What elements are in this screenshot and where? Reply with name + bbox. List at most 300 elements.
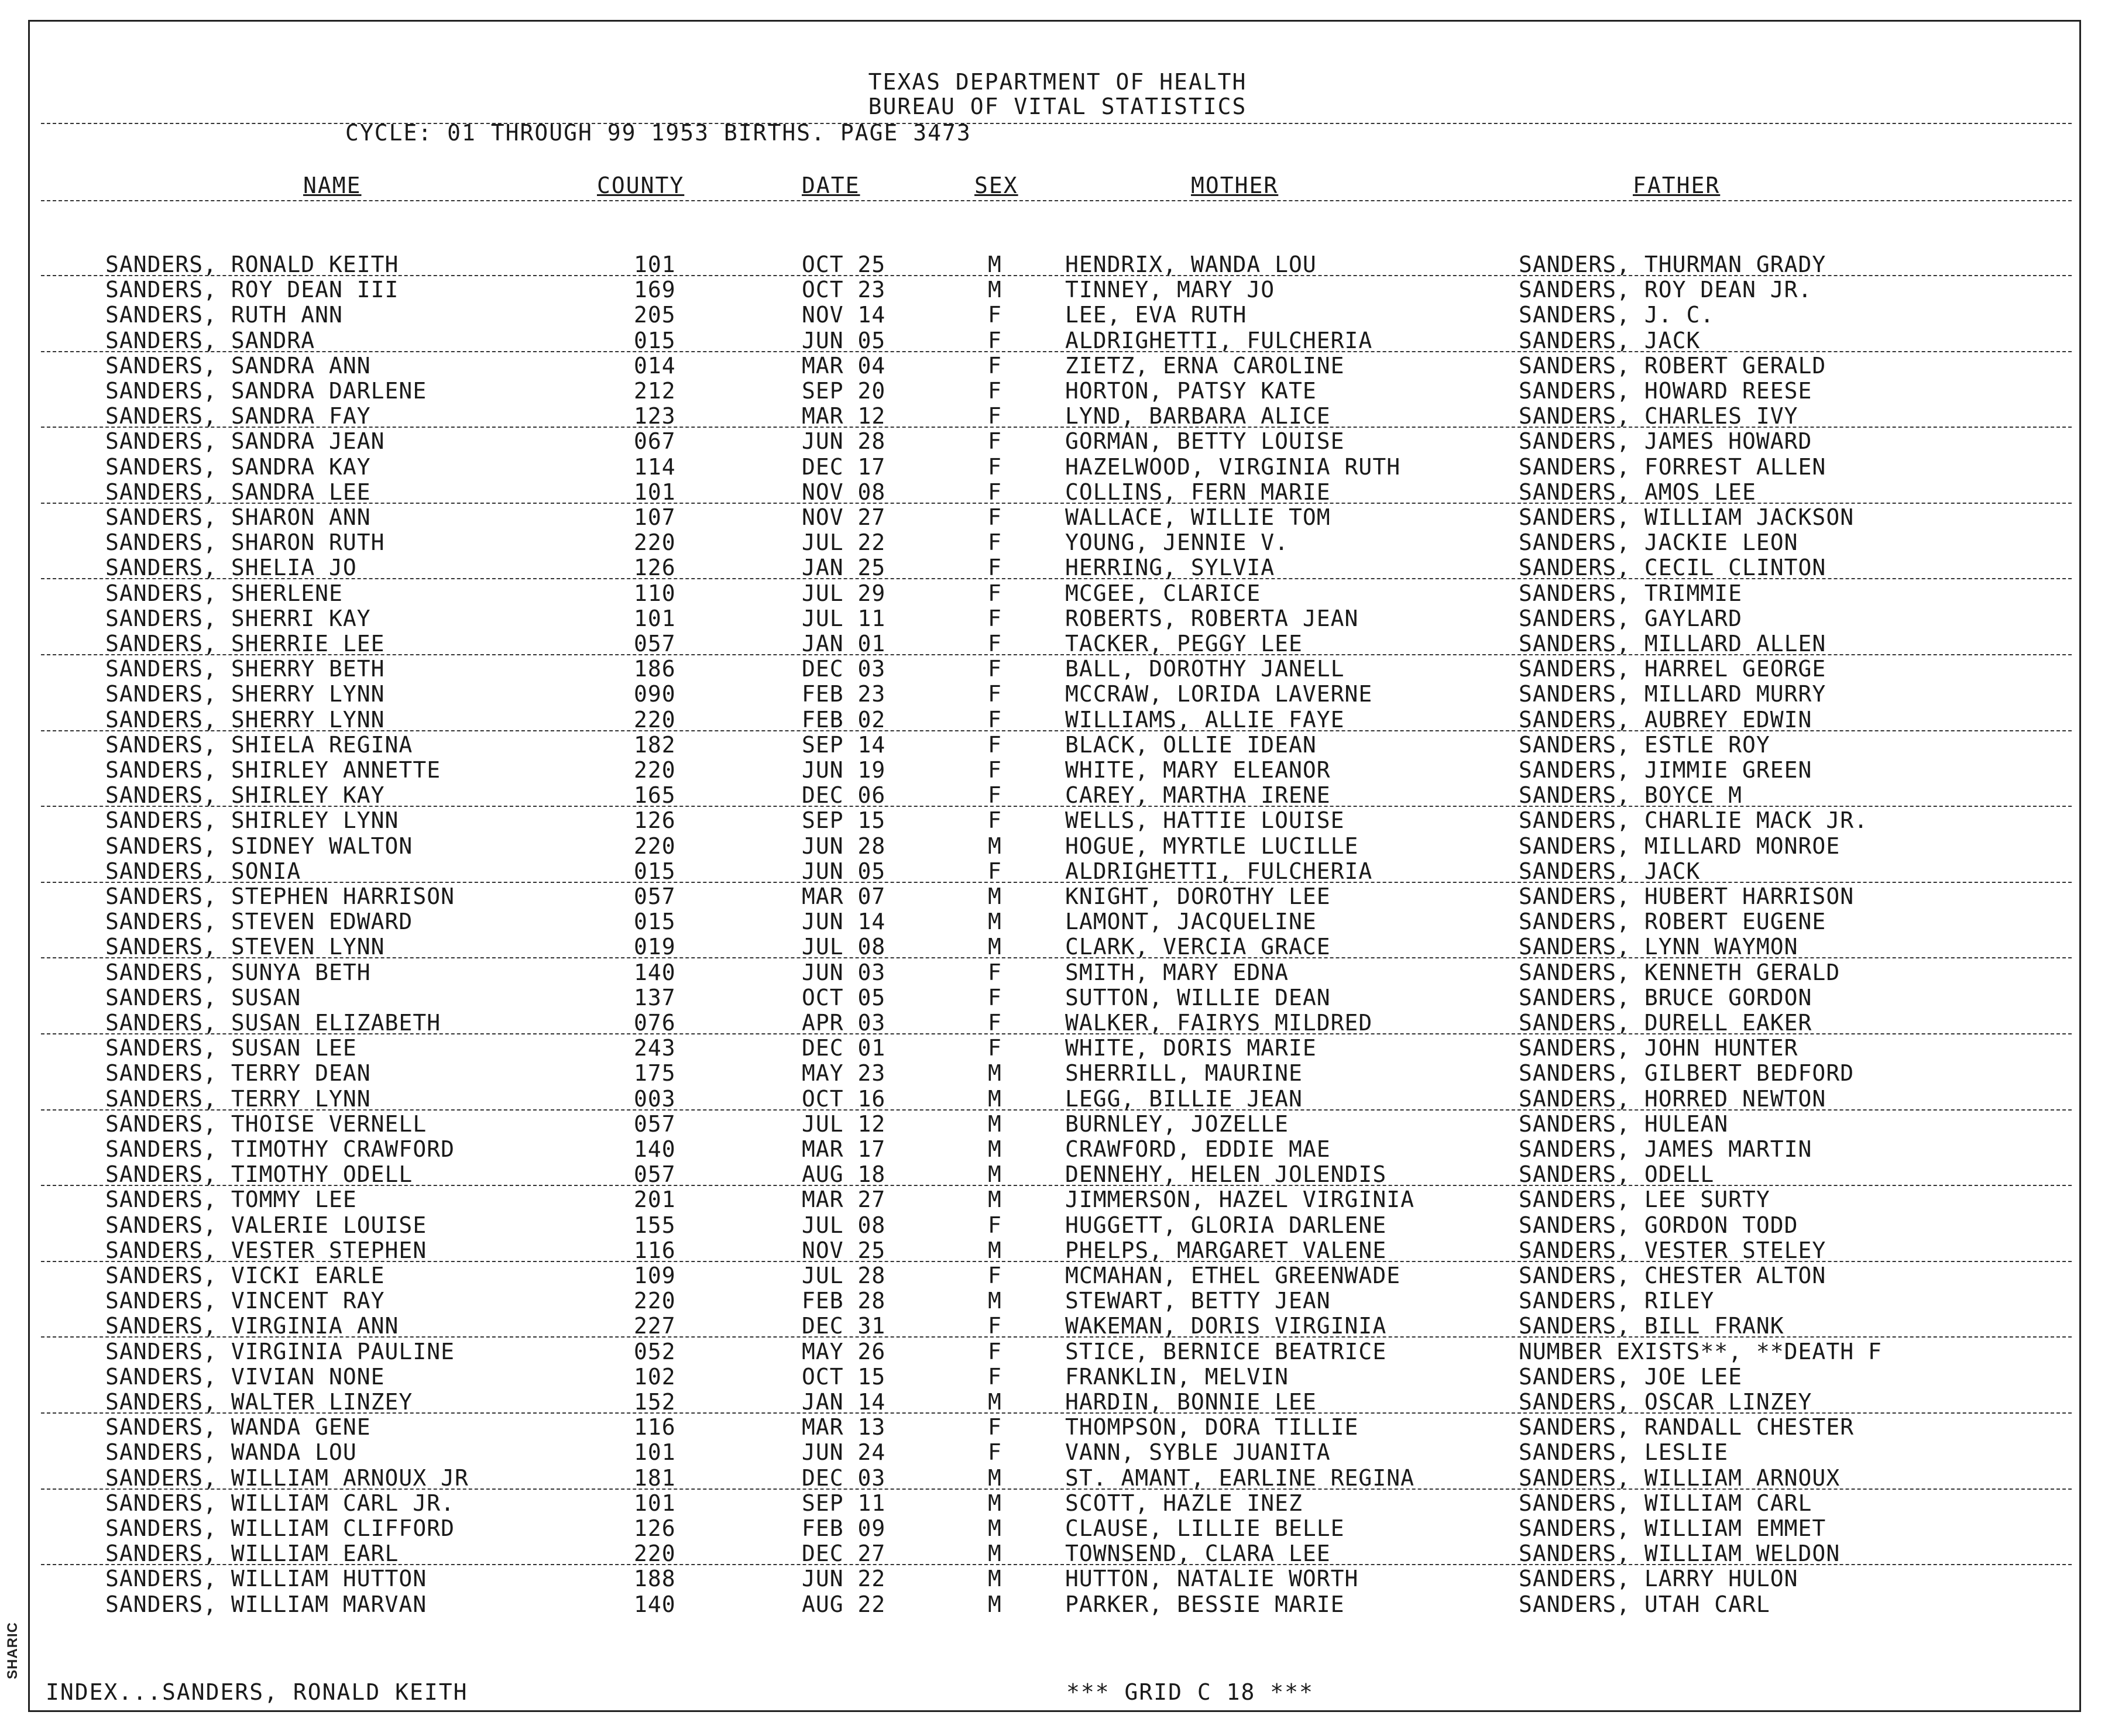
cell-father: SANDERS, RILEY xyxy=(1519,1288,1715,1314)
cell-county: 220 xyxy=(634,1288,676,1314)
cell-name: SANDERS, SHELIA JO xyxy=(105,555,357,581)
cell-mother: COLLINS, FERN MARIE xyxy=(1065,479,1331,505)
cell-county: 137 xyxy=(634,984,676,1010)
row-divider xyxy=(41,1185,2072,1186)
cell-mother: CRAWFORD, EDDIE MAE xyxy=(1065,1136,1331,1162)
cell-county: 101 xyxy=(634,1490,676,1516)
cell-sex: M xyxy=(988,1161,1002,1188)
table-row xyxy=(0,1212,2115,1237)
cell-father: SANDERS, THURMAN GRADY xyxy=(1519,252,1826,277)
cell-name: SANDERS, VINCENT RAY xyxy=(105,1288,385,1314)
cell-county: 181 xyxy=(634,1465,676,1491)
cell-mother: KNIGHT, DOROTHY LEE xyxy=(1065,884,1331,909)
row-divider xyxy=(41,1564,2072,1565)
cell-mother: WHITE, DORIS MARIE xyxy=(1065,1035,1317,1061)
cell-county: 057 xyxy=(634,631,676,656)
cell-sex: F xyxy=(988,378,1002,404)
cell-name: SANDERS, SANDRA DARLENE xyxy=(105,378,427,404)
table-row xyxy=(0,1187,2115,1212)
cell-sex: F xyxy=(988,1414,1002,1441)
cell-name: SANDERS, SHERRI KAY xyxy=(105,605,371,631)
cell-county: 014 xyxy=(634,352,676,379)
cell-sex: M xyxy=(988,1237,1002,1263)
cell-date: JUN 19 xyxy=(802,757,886,783)
table-row xyxy=(0,732,2115,757)
cell-date: OCT 05 xyxy=(802,984,886,1010)
cell-county: 205 xyxy=(634,302,676,328)
table-row xyxy=(0,1465,2115,1490)
table-row xyxy=(0,1136,2115,1161)
cell-father: SANDERS, MILLARD ALLEN xyxy=(1519,631,1826,656)
cell-mother: HAZELWOOD, VIRGINIA RUTH xyxy=(1065,453,1401,480)
cell-name: SANDERS, STEVEN LYNN xyxy=(105,934,385,960)
cell-father: SANDERS, BRUCE GORDON xyxy=(1519,984,1812,1010)
cell-date: MAY 23 xyxy=(802,1060,886,1087)
cell-date: NOV 08 xyxy=(802,479,886,505)
cell-mother: ST. AMANT, EARLINE REGINA xyxy=(1065,1465,1414,1491)
cell-sex: M xyxy=(988,1136,1002,1162)
cell-father: SANDERS, WILLIAM EMMET xyxy=(1519,1515,1826,1541)
cell-date: JUN 05 xyxy=(802,327,886,353)
cell-sex: F xyxy=(988,504,1002,530)
table-row xyxy=(0,530,2115,555)
cell-mother: WELLS, HATTIE LOUISE xyxy=(1065,807,1345,834)
table-row xyxy=(0,1541,2115,1566)
cell-county: 243 xyxy=(634,1035,676,1061)
cell-father: SANDERS, LYNN WAYMON xyxy=(1519,934,1798,960)
cell-county: 052 xyxy=(634,1338,676,1364)
cell-date: JUN 24 xyxy=(802,1439,886,1466)
cell-father: SANDERS, OSCAR LINZEY xyxy=(1519,1389,1812,1415)
cell-sex: F xyxy=(988,428,1002,455)
cell-county: 067 xyxy=(634,428,676,455)
cell-father: SANDERS, AMOS LEE xyxy=(1519,479,1756,505)
cell-mother: WALLACE, WILLIE TOM xyxy=(1065,504,1331,530)
cell-county: 015 xyxy=(634,909,676,935)
cell-county: 227 xyxy=(634,1313,676,1339)
cell-date: FEB 28 xyxy=(802,1288,886,1314)
cell-county: 101 xyxy=(634,1439,676,1466)
cell-sex: F xyxy=(988,782,1002,809)
table-row xyxy=(0,403,2115,428)
cell-county: 101 xyxy=(634,252,676,277)
cell-name: SANDERS, SANDRA JEAN xyxy=(105,428,385,455)
cell-name: SANDERS, SHIELA REGINA xyxy=(105,731,413,758)
cell-sex: F xyxy=(988,1439,1002,1466)
cell-mother: CLARK, VERCIA GRACE xyxy=(1065,934,1331,960)
cell-father: SANDERS, CHESTER ALTON xyxy=(1519,1263,1826,1288)
cell-county: 220 xyxy=(634,1541,676,1567)
table-row xyxy=(0,353,2115,378)
cell-name: SANDERS, WANDA GENE xyxy=(105,1414,371,1441)
table-row xyxy=(0,934,2115,959)
cell-date: AUG 22 xyxy=(802,1591,886,1617)
cell-father: SANDERS, ROBERT EUGENE xyxy=(1519,909,1826,935)
cell-father: SANDERS, LEE SURTY xyxy=(1519,1187,1770,1213)
cell-date: MAR 17 xyxy=(802,1136,886,1162)
cell-county: 140 xyxy=(634,1591,676,1617)
cell-mother: PARKER, BESSIE MARIE xyxy=(1065,1591,1345,1617)
cell-county: 152 xyxy=(634,1389,676,1415)
table-row xyxy=(0,1035,2115,1060)
cell-date: JUL 22 xyxy=(802,530,886,556)
cell-county: 186 xyxy=(634,656,676,682)
table-row xyxy=(0,555,2115,580)
cell-father: SANDERS, CHARLIE MACK JR. xyxy=(1519,807,1868,834)
cell-sex: F xyxy=(988,580,1002,606)
table-row xyxy=(0,1060,2115,1085)
cell-date: NOV 14 xyxy=(802,302,886,328)
cell-father: SANDERS, AUBREY EDWIN xyxy=(1519,706,1812,733)
cell-mother: HARDIN, BONNIE LEE xyxy=(1065,1389,1317,1415)
cell-name: SANDERS, RONALD KEITH xyxy=(105,252,399,277)
cell-county: 114 xyxy=(634,453,676,480)
cell-county: 182 xyxy=(634,731,676,758)
cell-father: SANDERS, DURELL EAKER xyxy=(1519,1010,1812,1036)
column-header-divider xyxy=(41,200,2072,201)
cell-date: SEP 11 xyxy=(802,1490,886,1516)
table-row xyxy=(0,1515,2115,1541)
cell-father: SANDERS, HORRED NEWTON xyxy=(1519,1085,1826,1112)
cell-name: SANDERS, WILLIAM EARL xyxy=(105,1541,399,1567)
row-divider xyxy=(41,957,2072,958)
table-row xyxy=(0,757,2115,782)
table-row xyxy=(0,1237,2115,1263)
cell-mother: HUTTON, NATALIE WORTH xyxy=(1065,1566,1359,1592)
cell-date: JUN 22 xyxy=(802,1566,886,1592)
row-divider xyxy=(41,578,2072,579)
cell-mother: ALDRIGHETTI, FULCHERIA xyxy=(1065,858,1373,884)
table-row xyxy=(0,606,2115,631)
cell-mother: LYND, BARBARA ALICE xyxy=(1065,403,1331,429)
table-row xyxy=(0,631,2115,656)
table-row xyxy=(0,960,2115,985)
cell-sex: M xyxy=(988,1566,1002,1592)
cell-county: 169 xyxy=(634,277,676,303)
cell-county: 116 xyxy=(634,1414,676,1441)
cell-mother: SHERRILL, MAURINE xyxy=(1065,1060,1303,1087)
cell-sex: F xyxy=(988,706,1002,733)
cell-mother: PHELPS, MARGARET VALENE xyxy=(1065,1237,1387,1263)
cell-name: SANDERS, VALERIE LOUISE xyxy=(105,1212,427,1238)
cell-sex: F xyxy=(988,1313,1002,1339)
cell-father: NUMBER EXISTS**, **DEATH F xyxy=(1519,1338,1882,1364)
cell-date: JUL 08 xyxy=(802,934,886,960)
cell-sex: F xyxy=(988,1035,1002,1061)
cell-date: SEP 20 xyxy=(802,378,886,404)
table-row xyxy=(0,707,2115,732)
cell-mother: ZIETZ, ERNA CAROLINE xyxy=(1065,352,1345,379)
table-row xyxy=(0,858,2115,884)
cell-mother: MCMAHAN, ETHEL GREENWADE xyxy=(1065,1263,1401,1288)
table-row xyxy=(0,454,2115,479)
department-title: TEXAS DEPARTMENT OF HEALTH xyxy=(868,69,1247,95)
cell-father: SANDERS, GAYLARD xyxy=(1519,605,1743,631)
cell-date: JUL 12 xyxy=(802,1111,886,1137)
cell-date: OCT 15 xyxy=(802,1363,886,1390)
cell-date: MAR 04 xyxy=(802,352,886,379)
table-row xyxy=(0,504,2115,530)
cell-name: SANDERS, STEVEN EDWARD xyxy=(105,909,413,935)
cell-date: SEP 14 xyxy=(802,731,886,758)
cell-county: 015 xyxy=(634,327,676,353)
cell-mother: BURNLEY, JOZELLE xyxy=(1065,1111,1289,1137)
cell-sex: F xyxy=(988,631,1002,656)
cell-date: JUL 11 xyxy=(802,605,886,631)
cell-father: SANDERS, WILLIAM WELDON xyxy=(1519,1541,1841,1567)
cell-father: SANDERS, CECIL CLINTON xyxy=(1519,555,1826,581)
cell-sex: F xyxy=(988,959,1002,985)
cell-county: 107 xyxy=(634,504,676,530)
cell-sex: M xyxy=(988,1187,1002,1213)
cell-name: SANDERS, SHIRLEY ANNETTE xyxy=(105,757,441,783)
table-row xyxy=(0,884,2115,909)
table-row xyxy=(0,833,2115,858)
cell-county: 140 xyxy=(634,959,676,985)
cell-name: SANDERS, TERRY DEAN xyxy=(105,1060,371,1087)
table-row xyxy=(0,1414,2115,1439)
cell-mother: WHITE, MARY ELEANOR xyxy=(1065,757,1331,783)
row-divider xyxy=(41,806,2072,807)
cell-county: 109 xyxy=(634,1263,676,1288)
table-row xyxy=(0,580,2115,606)
cell-mother: VANN, SYBLE JUANITA xyxy=(1065,1439,1331,1466)
cell-sex: F xyxy=(988,984,1002,1010)
row-divider xyxy=(41,1489,2072,1490)
cell-name: SANDERS, STEPHEN HARRISON xyxy=(105,884,455,909)
cell-sex: M xyxy=(988,1490,1002,1516)
cell-sex: F xyxy=(988,656,1002,682)
cell-father: SANDERS, JAMES HOWARD xyxy=(1519,428,1812,455)
cell-name: SANDERS, SHERRY LYNN xyxy=(105,706,385,733)
cell-father: SANDERS, ROBERT GERALD xyxy=(1519,352,1826,379)
cell-father: SANDERS, MILLARD MURRY xyxy=(1519,681,1826,707)
cell-name: SANDERS, SHARON ANN xyxy=(105,504,371,530)
cell-name: SANDERS, WALTER LINZEY xyxy=(105,1389,413,1415)
cell-father: SANDERS, WILLIAM ARNOUX xyxy=(1519,1465,1841,1491)
cell-mother: STICE, BERNICE BEATRICE xyxy=(1065,1338,1387,1364)
cell-sex: M xyxy=(988,252,1002,277)
cell-name: SANDERS, WILLIAM ARNOUX JR xyxy=(105,1465,469,1491)
table-row xyxy=(0,807,2115,833)
cell-sex: F xyxy=(988,453,1002,480)
cell-date: JAN 14 xyxy=(802,1389,886,1415)
cell-date: FEB 02 xyxy=(802,706,886,733)
cell-county: 101 xyxy=(634,479,676,505)
cell-father: SANDERS, LESLIE xyxy=(1519,1439,1729,1466)
cell-mother: WILLIAMS, ALLIE FAYE xyxy=(1065,706,1345,733)
cell-date: JUL 28 xyxy=(802,1263,886,1288)
cell-county: 175 xyxy=(634,1060,676,1087)
row-divider xyxy=(41,503,2072,504)
cell-date: DEC 06 xyxy=(802,782,886,809)
cell-father: SANDERS, VESTER STELEY xyxy=(1519,1237,1826,1263)
cell-county: 076 xyxy=(634,1010,676,1036)
cell-name: SANDERS, VICKI EARLE xyxy=(105,1263,385,1288)
cell-mother: TACKER, PEGGY LEE xyxy=(1065,631,1303,656)
table-row xyxy=(0,378,2115,403)
cell-sex: F xyxy=(988,403,1002,429)
row-divider xyxy=(41,730,2072,731)
cell-date: OCT 16 xyxy=(802,1085,886,1112)
row-divider xyxy=(41,1412,2072,1414)
cell-name: SANDERS, SHERRY BETH xyxy=(105,656,385,682)
cell-mother: GORMAN, BETTY LOUISE xyxy=(1065,428,1345,455)
cell-name: SANDERS, SANDRA xyxy=(105,327,315,353)
cell-date: OCT 23 xyxy=(802,277,886,303)
cell-name: SANDERS, SANDRA ANN xyxy=(105,352,371,379)
cell-date: JUN 14 xyxy=(802,909,886,935)
cell-date: DEC 31 xyxy=(802,1313,886,1339)
column-header-county: COUNTY xyxy=(597,173,685,198)
cell-father: SANDERS, GILBERT BEDFORD xyxy=(1519,1060,1855,1087)
column-header-father: FATHER xyxy=(1633,173,1721,198)
cell-sex: F xyxy=(988,479,1002,505)
cell-county: 057 xyxy=(634,884,676,909)
cell-name: SANDERS, SUSAN xyxy=(105,984,301,1010)
cell-sex: M xyxy=(988,1288,1002,1314)
cell-name: SANDERS, WILLIAM CLIFFORD xyxy=(105,1515,455,1541)
cell-date: DEC 17 xyxy=(802,453,886,480)
row-divider xyxy=(41,1336,2072,1338)
cell-name: SANDERS, WILLIAM CARL JR. xyxy=(105,1490,455,1516)
cell-date: MAR 12 xyxy=(802,403,886,429)
cell-mother: LEGG, BILLIE JEAN xyxy=(1065,1085,1303,1112)
cell-date: JUL 08 xyxy=(802,1212,886,1238)
cell-date: DEC 27 xyxy=(802,1541,886,1567)
cell-father: SANDERS, JACK xyxy=(1519,858,1701,884)
cell-county: 165 xyxy=(634,782,676,809)
cell-mother: WALKER, FAIRYS MILDRED xyxy=(1065,1010,1373,1036)
cell-father: SANDERS, WILLIAM JACKSON xyxy=(1519,504,1855,530)
cell-county: 116 xyxy=(634,1237,676,1263)
cell-sex: F xyxy=(988,757,1002,783)
row-divider xyxy=(41,1261,2072,1262)
cell-sex: F xyxy=(988,731,1002,758)
cell-name: SANDERS, ROY DEAN III xyxy=(105,277,399,303)
cell-sex: F xyxy=(988,555,1002,581)
cell-name: SANDERS, VIRGINIA ANN xyxy=(105,1313,399,1339)
bureau-title: BUREAU OF VITAL STATISTICS xyxy=(868,94,1247,119)
cell-sex: F xyxy=(988,530,1002,556)
cell-father: SANDERS, HOWARD REESE xyxy=(1519,378,1812,404)
cell-name: SANDERS, TIMOTHY ODELL xyxy=(105,1161,413,1188)
cell-mother: STEWART, BETTY JEAN xyxy=(1065,1288,1331,1314)
cell-father: SANDERS, HULEAN xyxy=(1519,1111,1729,1137)
cell-name: SANDERS, SUSAN ELIZABETH xyxy=(105,1010,441,1036)
table-row xyxy=(0,1161,2115,1187)
cell-sex: M xyxy=(988,884,1002,909)
cell-county: 015 xyxy=(634,858,676,884)
cell-county: 220 xyxy=(634,757,676,783)
cell-date: JUL 29 xyxy=(802,580,886,606)
cell-mother: WAKEMAN, DORIS VIRGINIA xyxy=(1065,1313,1387,1339)
cell-mother: HUGGETT, GLORIA DARLENE xyxy=(1065,1212,1387,1238)
cell-name: SANDERS, SUNYA BETH xyxy=(105,959,371,985)
cell-county: 123 xyxy=(634,403,676,429)
cell-sex: F xyxy=(988,1338,1002,1364)
table-row xyxy=(0,656,2115,681)
cell-date: JAN 25 xyxy=(802,555,886,581)
cell-name: SANDERS, TOMMY LEE xyxy=(105,1187,357,1213)
cell-name: SANDERS, SHARON RUTH xyxy=(105,530,385,556)
cell-mother: ALDRIGHETTI, FULCHERIA xyxy=(1065,327,1373,353)
cell-sex: F xyxy=(988,1363,1002,1390)
cell-name: SANDERS, SONIA xyxy=(105,858,301,884)
column-header-mother: MOTHER xyxy=(1191,173,1279,198)
cell-name: SANDERS, VESTER STEPHEN xyxy=(105,1237,427,1263)
cell-father: SANDERS, J. C. xyxy=(1519,302,1715,328)
table-row xyxy=(0,1010,2115,1035)
table-row xyxy=(0,782,2115,807)
cell-father: SANDERS, TRIMMIE xyxy=(1519,580,1743,606)
table-row xyxy=(0,1263,2115,1288)
table-row xyxy=(0,428,2115,453)
cell-sex: F xyxy=(988,1212,1002,1238)
cell-county: 090 xyxy=(634,681,676,707)
cell-mother: MCCRAW, LORIDA LAVERNE xyxy=(1065,681,1373,707)
cell-county: 220 xyxy=(634,706,676,733)
cell-date: JUN 05 xyxy=(802,858,886,884)
cell-mother: CAREY, MARTHA IRENE xyxy=(1065,782,1331,809)
table-row xyxy=(0,1111,2115,1136)
cell-sex: F xyxy=(988,1263,1002,1288)
cell-county: 057 xyxy=(634,1161,676,1188)
cell-date: JAN 01 xyxy=(802,631,886,656)
cell-sex: M xyxy=(988,1591,1002,1617)
cell-mother: LAMONT, JACQUELINE xyxy=(1065,909,1317,935)
cell-mother: ROBERTS, ROBERTA JEAN xyxy=(1065,605,1359,631)
cell-date: NOV 25 xyxy=(802,1237,886,1263)
table-row xyxy=(0,1389,2115,1414)
index-footer: INDEX...SANDERS, RONALD KEITH xyxy=(46,1679,468,1705)
cell-sex: M xyxy=(988,1389,1002,1415)
table-row xyxy=(0,1490,2115,1515)
table-row xyxy=(0,1364,2115,1389)
table-row xyxy=(0,1288,2115,1313)
cell-name: SANDERS, SHIRLEY KAY xyxy=(105,782,385,809)
cell-county: 126 xyxy=(634,807,676,834)
cell-county: 220 xyxy=(634,530,676,556)
cell-sex: M xyxy=(988,934,1002,960)
cell-sex: F xyxy=(988,1010,1002,1036)
cell-name: SANDERS, SHERRY LYNN xyxy=(105,681,385,707)
cell-name: SANDERS, VIVIAN NONE xyxy=(105,1363,385,1390)
cell-father: SANDERS, GORDON TODD xyxy=(1519,1212,1798,1238)
cell-date: MAY 26 xyxy=(802,1338,886,1364)
cell-sex: F xyxy=(988,681,1002,707)
table-row xyxy=(0,252,2115,277)
cell-father: SANDERS, JOHN HUNTER xyxy=(1519,1035,1798,1061)
cell-mother: HERRING, SYLVIA xyxy=(1065,555,1275,581)
row-divider xyxy=(41,882,2072,883)
cell-name: SANDERS, SUSAN LEE xyxy=(105,1035,357,1061)
cell-father: SANDERS, FORREST ALLEN xyxy=(1519,453,1826,480)
table-row xyxy=(0,1313,2115,1338)
cell-date: DEC 03 xyxy=(802,656,886,682)
cell-father: SANDERS, HUBERT HARRISON xyxy=(1519,884,1855,909)
side-stamp: SHARIC xyxy=(5,1621,20,1679)
table-row xyxy=(0,1566,2115,1591)
cell-name: SANDERS, TERRY LYNN xyxy=(105,1085,371,1112)
cell-mother: BLACK, OLLIE IDEAN xyxy=(1065,731,1317,758)
cell-sex: M xyxy=(988,1465,1002,1491)
cell-mother: THOMPSON, DORA TILLIE xyxy=(1065,1414,1359,1441)
cell-date: APR 03 xyxy=(802,1010,886,1036)
cell-mother: TINNEY, MARY JO xyxy=(1065,277,1275,303)
cell-sex: F xyxy=(988,327,1002,353)
cell-father: SANDERS, UTAH CARL xyxy=(1519,1591,1770,1617)
